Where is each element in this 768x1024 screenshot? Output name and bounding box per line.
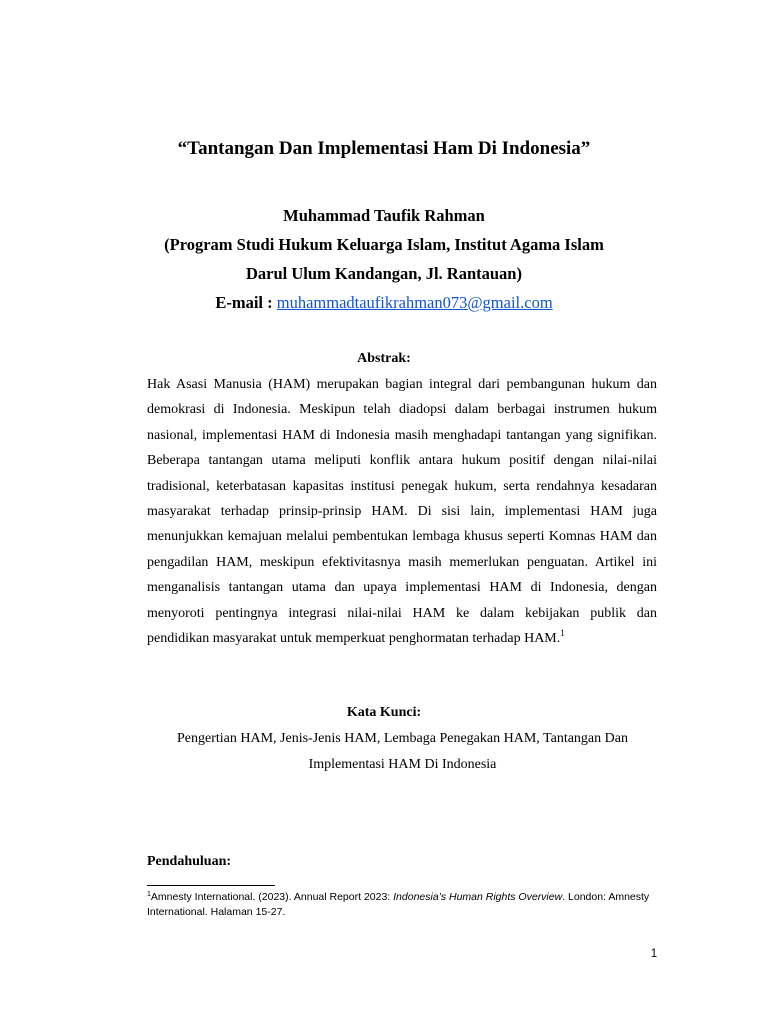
- keywords-line1: Pengertian HAM, Jenis-Jenis HAM, Lembaga Penegakan HAM, Tantangan Dan: [177, 731, 628, 746]
- abstract-body: [147, 372, 657, 651]
- author-email-line: [60, 293, 708, 313]
- abstract-text: Hak Asasi Manusia (HAM) merupakan bagian integral dari pembangunan hukum dan demokrasi di Indonesia. Meskipun telah diadopsi dalam berbagai instrumen hukum nasional, implementasi HAM di Indonesia masih menghadapi tantangan yang signifikan. Beberapa tantangan utama meliputi konflik antara hukum positif dengan nilai-nilai tradisional, keterbatasan kapasitas institusi penegak hukum, serta rendahnya kesadaran masyarakat terhadap prinsip-prinsip HAM. Di sisi lain, implementasi HAM juga menunjukkan kemajuan melalui pembentukan lembaga khusus seperti Komnas HAM dan pengadilan HAM, meskipun efektivitasnya masih memerlukan penguatan. Artikel ini menganalisis tantangan utama dan upaya implementasi HAM di Indonesia, dengan menyoroti pentingnya integrasi nilai-nilai HAM ke dalam kebijakan publik dan pendidikan masyarakat untuk memperkuat penghormatan terhadap HAM.: [147, 377, 657, 647]
- footnote-text-after: . London: Amnesty International. Halaman 15-27.: [147, 891, 650, 918]
- keywords-line2: Implementasi HAM Di Indonesia: [308, 756, 497, 772]
- footnote-italic-title: Indonesia’s Human Rights Overview: [393, 891, 563, 903]
- keywords-body: [130, 726, 675, 777]
- section-heading-pendahuluan: Pendahuluan:: [147, 854, 232, 869]
- email-label: E-mail :: [215, 293, 273, 312]
- email-link[interactable]: muhammadtaufikrahman073@gmail.com: [276, 293, 553, 312]
- author-name: Muhammad Taufik Rahman: [283, 206, 485, 225]
- document-title: “Tantangan Dan Implementasi Ham Di Indonesia”: [177, 138, 591, 159]
- abstract-heading: Abstrak:: [357, 351, 411, 366]
- page-number: 1: [650, 948, 658, 960]
- footnote-number: 1: [147, 891, 151, 898]
- author-affiliation-line2: Darul Ulum Kandangan, Jl. Rantauan): [246, 264, 522, 283]
- footnote-text-before: Amnesty International. (2023). Annual Report 2023:: [150, 891, 394, 903]
- author-affiliation-line1: (Program Studi Hukum Keluarga Islam, Institut Agama Islam: [164, 235, 604, 254]
- footnote: [147, 890, 657, 920]
- footnote-reference[interactable]: 1: [560, 628, 565, 639]
- footnote-separator: [147, 885, 275, 886]
- keywords-heading: Kata Kunci:: [346, 705, 422, 720]
